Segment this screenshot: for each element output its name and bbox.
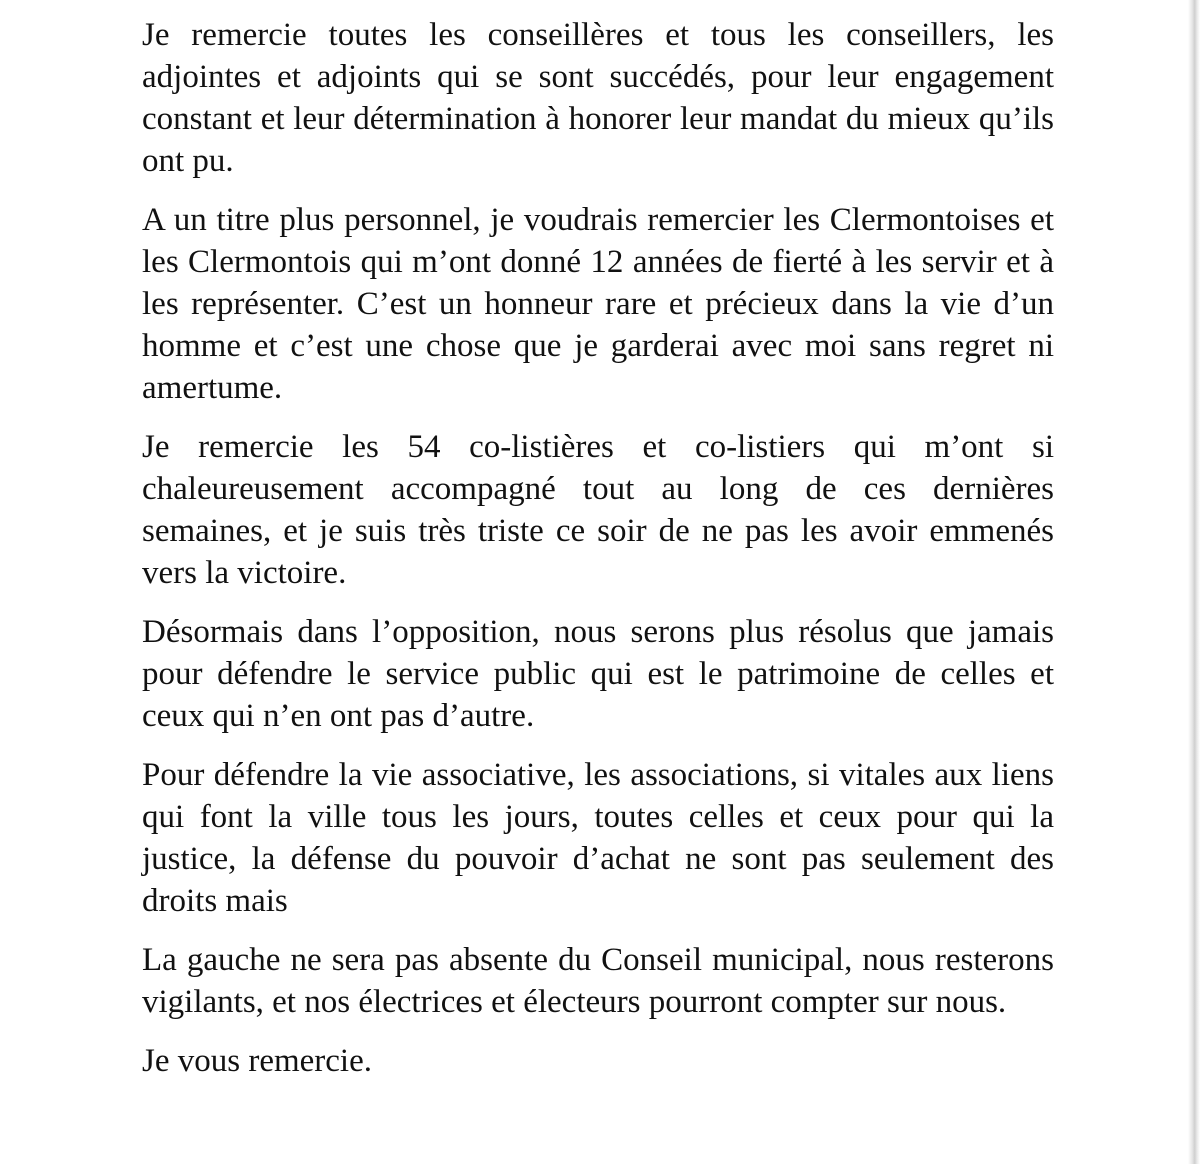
- paragraph-municipal-council: La gauche ne sera pas absente du Conseil municipal, nous resterons vigilants, et nos électrices et électeurs pourront compter sur nous.: [142, 942, 1054, 1020]
- paragraph-thanks-councillors: Je remercie toutes les conseillères et tous les conseillers, les adjointes et adjoints qui se sont succédés, pour leur engagement constant et leur détermination à honorer leur mandat du mieux qu’ils ont pu.: [142, 17, 1054, 179]
- paragraph-opposition: Désormais dans l’opposition, nous serons plus résolus que jamais pour défendre le service public qui est le patrimoine de celles et ceux qui n’en ont pas d’autre.: [142, 614, 1054, 734]
- paragraph-closing: Je vous remercie.: [142, 1043, 372, 1079]
- paragraph-thanks-colisters: Je remercie les 54 co-listières et co-listiers qui m’ont si chaleureusement accompagné tout au long de ces dernières semaines, et je suis très triste ce soir de ne pas les avoir emmenés vers la victoire.: [142, 429, 1054, 591]
- paragraph-thanks-citizens: A un titre plus personnel, je voudrais remercier les Clermontoises et les Clermontois qui m’ont donné 12 années de fierté à les servir et à les représenter. C’est un honneur rare et précieux dans la vie d’un homme et c’est une chose que je garderai avec moi sans regret ni amertume.: [142, 202, 1054, 406]
- paragraph-associations: Pour défendre la vie associative, les associations, si vitales aux liens qui font la ville tous les jours, toutes celles et ceux pour qui la justice, la défense du pouvoir d’achat ne sont pas seulement des droits mais: [142, 757, 1054, 919]
- speech-text: [142, 14, 1054, 1099]
- page-edge-divider: [1188, 0, 1200, 1164]
